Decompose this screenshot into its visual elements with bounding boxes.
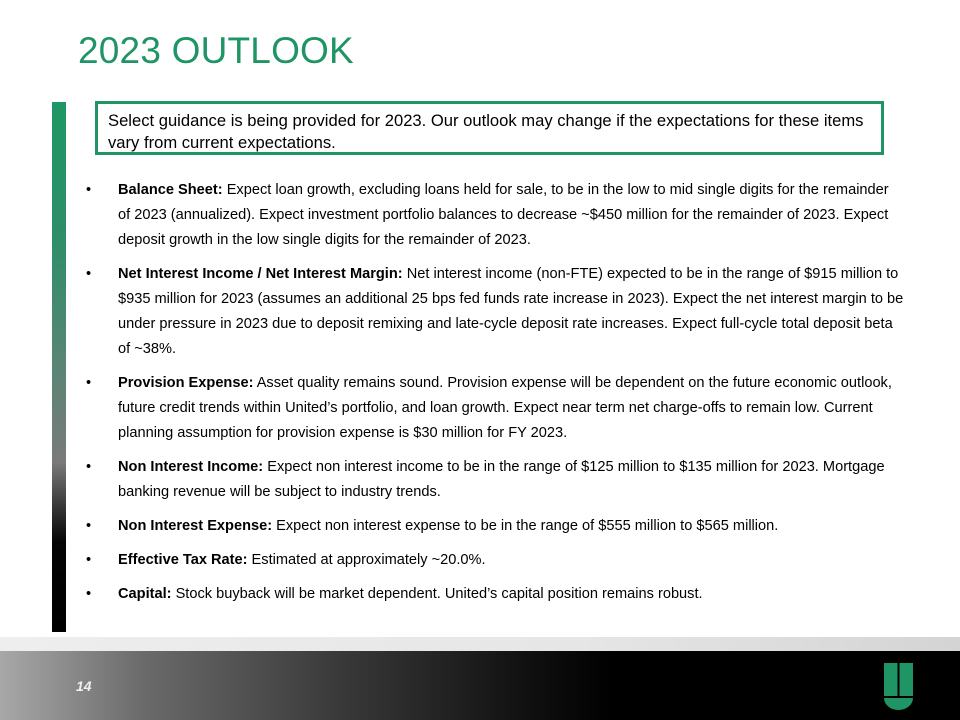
bullet-label: Non Interest Expense: (118, 518, 273, 534)
bullet-non-interest-expense (84, 514, 904, 539)
bullet-capital (84, 582, 904, 607)
bullet-icon: • (86, 266, 92, 282)
outlook-bullet-list (84, 178, 904, 616)
bullet-non-interest-income (84, 455, 904, 505)
slide-title: 2023 OUTLOOK (78, 30, 354, 71)
bullet-icon: • (86, 552, 92, 568)
bullet-balance-sheet (84, 178, 904, 253)
bullet-label: Net Interest Income / Net Interest Margin: (118, 266, 403, 282)
bullet-label: Balance Sheet: (118, 182, 223, 198)
united-bank-logo-icon (884, 663, 914, 711)
bullet-icon: • (86, 518, 92, 534)
bullet-effective-tax-rate (84, 548, 904, 573)
bullet-label: Non Interest Income: (118, 459, 264, 475)
bullet-provision-expense (84, 371, 904, 446)
bullet-net-interest-income (84, 262, 904, 362)
bullet-icon: • (86, 459, 92, 475)
footer-bar (0, 651, 960, 720)
bullet-text: Expect non interest expense to be in the range of $555 million to $565 million. (272, 518, 779, 534)
page-number: 14 (76, 678, 92, 694)
bullet-icon: • (86, 586, 92, 602)
bullet-text: Expect loan growth, excluding loans held for sale, to be in the low to mid single digits for the remainder of 2023 (annualized). Expect investment portfolio balances to decrease ~$450 million for the remainder of 2023. Expect deposit growth in the low single digits for the remainder of 2023. (118, 182, 889, 248)
bullet-label: Provision Expense: (118, 375, 254, 391)
guidance-callout-box (95, 101, 884, 155)
bullet-text: Estimated at approximately ~20.0%. (247, 552, 486, 568)
footer-divider-strip (0, 637, 960, 652)
decorative-side-bar (52, 102, 66, 632)
bullet-text: Asset quality remains sound. Provision expense will be dependent on the future economic outlook, future credit trends within United’s portfolio, and loan growth. Expect near term net charge-offs to remain low. Current planning assumption for provision expense is $30 million for FY 2023. (118, 375, 892, 441)
bullet-text: Stock buyback will be market dependent. United’s capital position remains robust. (171, 586, 703, 602)
bullet-text: Net interest income (non-FTE) expected to be in the range of $915 million to $935 million for 2023 (assumes an additional 25 bps fed funds rate increase in 2023). Expect the net interest margin to be under pressure in 2023 due to deposit remixing and late-cycle deposit rate increases. Expect full-cycle total deposit beta of ~38%. (118, 266, 904, 357)
bullet-label: Effective Tax Rate: (118, 552, 248, 568)
bullet-text: Expect non interest income to be in the range of $125 million to $135 million for 2023. Mortgage banking revenue will be subject to industry trends. (118, 459, 885, 500)
callout-text: Select guidance is being provided for 2023. Our outlook may change if the expectations for these items vary from current expectations. (108, 111, 864, 152)
bullet-icon: • (86, 375, 92, 391)
bullet-icon: • (86, 182, 92, 198)
bullet-label: Capital: (118, 586, 172, 602)
